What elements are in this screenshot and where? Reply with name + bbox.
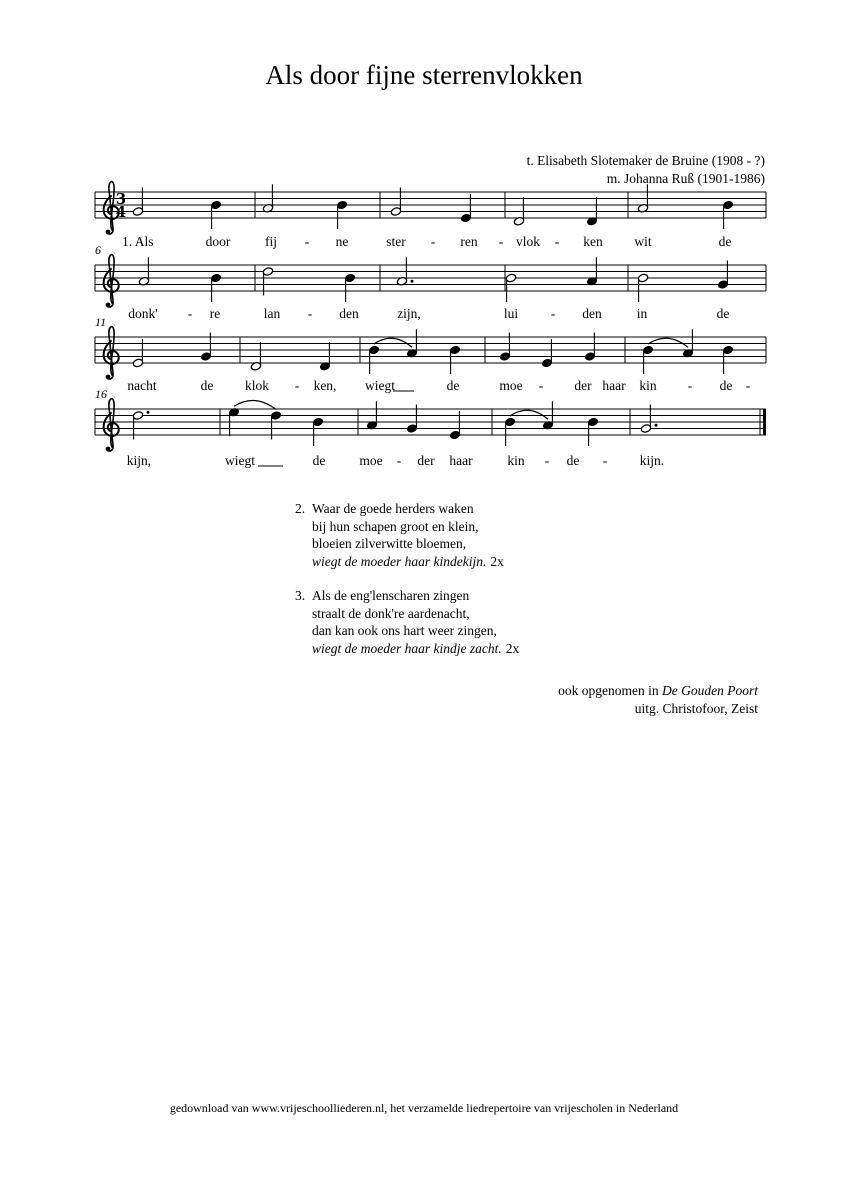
lyric-syllable: kin xyxy=(639,378,657,393)
song-title: Als door fijne sterrenvlokken xyxy=(265,60,583,90)
refrain-text: wiegt de moeder haar kindje zacht. xyxy=(312,640,502,656)
final-bar-line xyxy=(763,409,766,435)
lyric-syllable: wit xyxy=(634,234,652,249)
staff-system-3 xyxy=(95,315,766,393)
slur xyxy=(510,410,548,419)
repeat-mark: 2x xyxy=(505,640,520,656)
lyric-syllable: in xyxy=(636,306,648,321)
lyric-syllable: ken, xyxy=(313,378,337,393)
lyric-syllable: - xyxy=(602,453,608,468)
verse-number: 3. xyxy=(295,588,306,603)
measure-number: 6 xyxy=(95,243,101,257)
lyric-syllable: - xyxy=(550,306,556,321)
measure-number: 16 xyxy=(95,387,107,401)
lyric-syllable: ren xyxy=(460,234,478,249)
lyric-syllable: ken xyxy=(583,234,603,249)
treble-clef-dot xyxy=(106,230,111,235)
lyric-syllable: - xyxy=(294,378,300,393)
verse-line: straalt de donk're aardenacht, xyxy=(312,605,470,621)
lyric-syllable: moe xyxy=(499,378,523,393)
lyric-syllable: - xyxy=(187,306,193,321)
source-prefix: ook opgenomen in xyxy=(558,683,659,698)
lyric-syllable: haar xyxy=(449,453,473,468)
lyric-syllable: de xyxy=(718,234,732,249)
source-book: De Gouden Poort xyxy=(662,683,758,698)
verse-refrain-line xyxy=(312,640,519,658)
lyric-syllable: vlok xyxy=(515,234,541,249)
lyric-syllable: 1. Als xyxy=(122,234,154,249)
lyric-syllable: nacht xyxy=(127,378,157,393)
lyric-syllable: ster xyxy=(386,234,406,249)
composer-credit: m. Johanna Ruß (1901-1986) xyxy=(606,171,765,186)
repeat-mark: 2x xyxy=(490,553,504,569)
lyric-syllable: kijn. xyxy=(639,453,665,468)
time-signature-bottom: 4 xyxy=(115,203,127,221)
augmentation-dot xyxy=(655,424,658,427)
staff-system-4 xyxy=(95,387,766,468)
lyric-syllable: - xyxy=(396,453,402,468)
lyric-syllable: - xyxy=(554,234,560,249)
source-publisher: uitg. Christofoor, Zeist xyxy=(634,701,758,716)
treble-clef-dot xyxy=(106,447,111,452)
lyric-syllable: - xyxy=(538,378,544,393)
verse-3 xyxy=(295,587,519,657)
lyric-syllable: de xyxy=(446,378,460,393)
verses xyxy=(295,500,519,674)
lyric-syllable: klok xyxy=(244,378,270,393)
lyric-syllable: zijn, xyxy=(397,306,421,321)
lyric-syllable: der xyxy=(574,378,592,393)
lyric-syllable: de xyxy=(312,453,326,468)
lyric-syllable: ne xyxy=(335,234,349,249)
measure-number: 11 xyxy=(95,315,107,329)
lyric-syllable: moe xyxy=(359,453,383,468)
lyric-syllable: kin xyxy=(507,453,525,468)
augmentation-dot xyxy=(147,411,150,414)
slur xyxy=(648,338,688,347)
lyric-syllable: de xyxy=(716,306,730,321)
staff-system-1 xyxy=(95,182,766,249)
verse-line: dan kan ook ons hart weer zingen, xyxy=(312,623,497,638)
source-line xyxy=(558,682,758,700)
sheet-music xyxy=(0,0,848,480)
lyric-syllable: - xyxy=(544,453,550,468)
lyric-syllable: de xyxy=(200,378,214,393)
lyric-syllable: haar xyxy=(602,378,626,393)
slur xyxy=(234,400,276,409)
lyric-syllable: fij xyxy=(265,234,277,249)
refrain-text: wiegt de moeder haar kindekijn. xyxy=(312,553,487,569)
lyric-syllable: door xyxy=(205,234,231,249)
lyric-syllable: lan xyxy=(263,306,281,321)
lyric-syllable: wiegt xyxy=(225,453,255,468)
download-footer: gedownload van www.vrijeschoolliederen.nl, het verzamelde liedrepertoire van vrijescholen in Nederland xyxy=(169,1101,679,1115)
source-note xyxy=(558,682,758,718)
verse-2 xyxy=(295,500,519,570)
verse-refrain-line xyxy=(312,553,519,571)
lyric-syllable: - xyxy=(307,306,313,321)
verse-line: Waar de goede herders waken xyxy=(312,501,474,516)
verse-number: 2. xyxy=(295,501,306,516)
lyric-syllable: den xyxy=(582,306,602,321)
treble-clef-dot xyxy=(106,303,111,308)
lyric-syllable: re xyxy=(209,306,221,321)
lyric-syllable: de xyxy=(719,378,733,393)
augmentation-dot xyxy=(411,280,414,283)
lyric-syllable: - xyxy=(745,378,751,393)
lyric-syllable: der xyxy=(417,453,435,468)
treble-clef-dot xyxy=(106,375,111,380)
lyric-syllable: wiegt xyxy=(365,378,395,393)
lyric-syllable: donk' xyxy=(128,306,158,321)
lyric-syllable: - xyxy=(304,234,310,249)
lyricist-credit: t. Elisabeth Slotemaker de Bruine (1908 - ?) xyxy=(526,153,765,168)
time-signature-top: 3 xyxy=(115,190,127,208)
lyric-syllable: de xyxy=(566,453,580,468)
slur xyxy=(374,338,412,347)
lyric-syllable: - xyxy=(430,234,436,249)
lyric-syllable: lui xyxy=(503,306,519,321)
lyric-syllable: kijn, xyxy=(126,453,152,468)
verse-line: bij hun schapen groot en klein, xyxy=(312,518,479,534)
lyric-syllable: - xyxy=(687,378,693,393)
lyric-syllable: den xyxy=(339,306,359,321)
verse-line: bloeien zilverwitte bloemen, xyxy=(312,536,467,551)
lyric-syllable: - xyxy=(498,234,504,249)
verse-line: Als de eng'lenscharen zingen xyxy=(312,588,470,603)
staff-system-2 xyxy=(95,243,766,321)
